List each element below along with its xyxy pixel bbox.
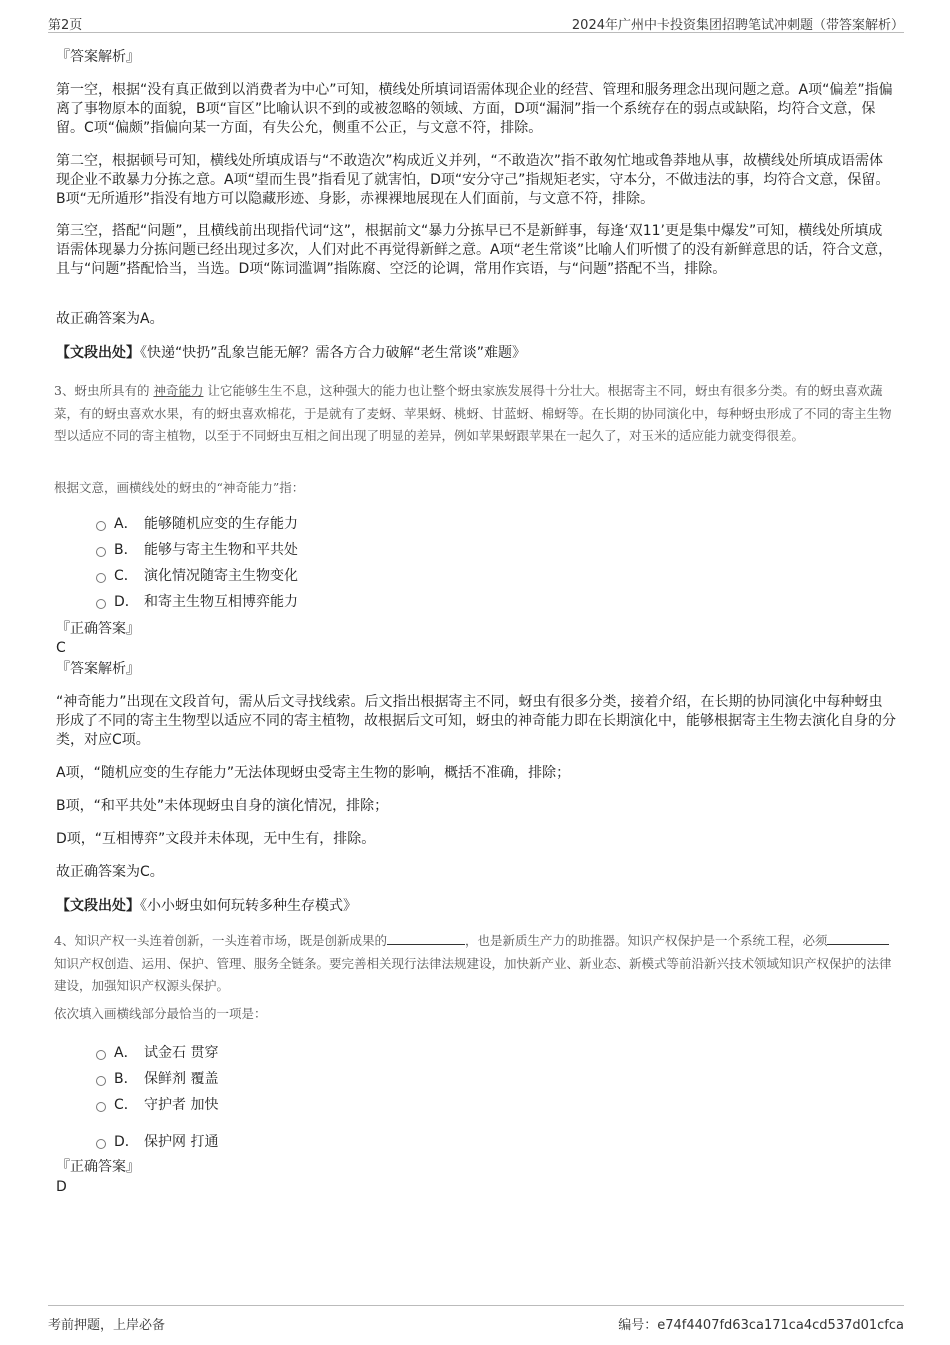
q3-conclusion: 故正确答案为C。	[56, 864, 164, 880]
document-title: 2024年广州中卡投资集团招聘笔试冲刺题（带答案解析）	[571, 18, 904, 33]
q3-source-text: 《小小蚜虫如何玩转多种生存模式》	[140, 898, 357, 914]
q4-blank-2	[827, 944, 889, 945]
q3-option-b[interactable]	[96, 539, 298, 559]
page-footer	[48, 1305, 904, 1332]
option-key: A．	[114, 516, 138, 532]
q3-option-d[interactable]	[96, 591, 298, 611]
option-text: 守护者 加快	[144, 1097, 219, 1113]
footer-slogan: 考前押题，上岸必备	[48, 1318, 166, 1333]
page-header	[48, 12, 904, 33]
option-key: B．	[114, 542, 138, 558]
radio-icon[interactable]	[96, 521, 106, 531]
q3-note-d: D项，“互相博弈”文段并未体现，无中生有，排除。	[56, 831, 376, 847]
option-text: 试金石 贯穿	[144, 1045, 219, 1061]
q4-stem-part3: 知识产权创造、运用、保护、管理、服务全链条。要完善相关现行法律法规建设，加快新产业、新业态、新模式等前沿新兴技术领域知识产权保护的法律建设，加强知识产权源头保护。	[54, 955, 892, 993]
radio-icon[interactable]	[96, 573, 106, 583]
q4-number: 4、	[54, 933, 75, 948]
radio-icon[interactable]	[96, 1050, 106, 1060]
radio-icon[interactable]	[96, 1076, 106, 1086]
radio-icon[interactable]	[96, 547, 106, 557]
q3-answer: C	[56, 640, 66, 656]
q3-stem-before: 蚜虫所具有的	[74, 383, 150, 398]
q4-answer-heading: 『正确答案』	[56, 1159, 140, 1175]
q3-stem-underlined: 神奇能力	[153, 383, 204, 398]
option-key: C．	[114, 568, 138, 584]
q2-analysis-para1: 第一空，根据“没有真正做到以消费者为中心”可知，横线处所填词语需体现企业的经营、管理和服务理念出现问题之意。A项“偏差”指偏离了事物原本的面貌，B项“盲区”比喻认识不到的或被忽略的领域、方面，D项“漏洞”指一个系统存在的弱点或缺陷，均符合文意，保留。C项“偏颇”指偏向某一方面，有失公允，侧重不公正，与文意不符，排除。	[56, 82, 893, 136]
q4-option-c[interactable]	[96, 1094, 218, 1114]
q4-stem	[54, 930, 899, 998]
q4-option-a[interactable]	[96, 1042, 218, 1062]
q3-note-b: B项，“和平共处”未体现蚜虫自身的演化情况，排除；	[56, 798, 389, 814]
option-text: 保鲜剂 覆盖	[144, 1071, 219, 1087]
q3-stem-after: 让它能够生生不息，这种强大的能力也让整个蚜虫家族发展得十分壮大。根据寄主不同，蚜虫有很多分类。有的蚜虫喜欢蔬菜，有的蚜虫喜欢水果，有的蚜虫喜欢棉花，于是就有了麦蚜、苹果蚜、桃蚜、甘蓝蚜、棉蚜等。在长期的协同演化中，每种蚜虫形成了不同的寄主生物型以适应不同的寄主植物，以至于不同蚜虫互相之间出现了明显的差异，例如苹果蚜跟苹果在一起久了，对玉米的适应能力就变得很差。	[54, 383, 892, 443]
q4-option-b[interactable]	[96, 1068, 218, 1088]
option-text: 能够与寄主生物和平共处	[144, 542, 298, 558]
q2-source-label: 【文段出处】	[56, 345, 140, 361]
q4-blank-1	[387, 944, 465, 945]
q3-source-label: 【文段出处】	[56, 898, 140, 914]
option-key: B．	[114, 1071, 138, 1087]
option-text: 能够随机应变的生存能力	[144, 516, 298, 532]
q4-stem-part1: 知识产权一头连着创新，一头连着市场，既是创新成果的	[74, 933, 387, 948]
option-key: C．	[114, 1097, 138, 1113]
q2-analysis-para3: 第三空，搭配“问题”，且横线前出现指代词“这”，根据前文“暴力分拣早已不是新鲜事，每逢‘双11’更是集中爆发”可知，横线处所填成语需体现暴力分拣问题已经出现过多次，人们对此不再觉得新鲜之意。A项“老生常谈”比喻人们听惯了的没有新鲜意思的话，符合文意，且与“问题”搭配恰当，当选。D项“陈词滥调”指陈腐、空泛的论调，常用作宾语，与“问题”搭配不当，排除。	[56, 223, 893, 277]
q2-conclusion: 故正确答案为A。	[56, 311, 164, 327]
q3-analysis: “神奇能力”出现在文段首句，需从后文寻找线索。后文指出根据寄主不同，蚜虫有很多分类，接着介绍，在长期的协同演化中每种蚜虫形成了不同的寄主生物型以适应不同的寄主植物，故根据后文可知，蚜虫的神奇能力即在长期演化中，能够根据寄主生物去演化自身的分类，对应C项。	[56, 694, 896, 748]
option-key: D．	[114, 594, 139, 610]
q2-analysis-para2: 第二空，根据顿号可知，横线处所填成语与“不敢造次”构成近义并列，“不敢造次”指不敢匆忙地或鲁莽地从事，故横线处所填成语需体现企业不敢暴力分拣之意。A项“望而生畏”指看见了就害怕，D项“安分守己”指规矩老实，守本分，不做违法的事，均符合文意，保留。B项“无所遁形”指没有地方可以隐藏形迹、身影，赤裸裸地展现在人们面前，与文意不符，排除。	[56, 153, 890, 207]
q3-option-c[interactable]	[96, 565, 298, 585]
q3-answer-heading: 『正确答案』	[56, 621, 140, 637]
q2-analysis-heading: 『答案解析』	[56, 49, 140, 65]
option-key: D．	[114, 1134, 139, 1150]
radio-icon[interactable]	[96, 1102, 106, 1112]
q3-analysis-heading: 『答案解析』	[56, 661, 140, 677]
q3-stem	[54, 380, 899, 448]
page-number: 第2页	[48, 18, 83, 33]
q3-note-a: A项，“随机应变的生存能力”无法体现蚜虫受寄主生物的影响，概括不准确，排除；	[56, 765, 571, 781]
radio-icon[interactable]	[96, 1139, 106, 1149]
q2-source-text: 《快递“快扔”乱象岂能无解？需各方合力破解“老生常谈”难题》	[140, 345, 527, 361]
q4-stem-part2: ，也是新质生产力的助推器。知识产权保护是一个系统工程，必须	[464, 933, 828, 948]
q3-number: 3、	[54, 383, 75, 398]
option-text: 演化情况随寄主生物变化	[144, 568, 298, 584]
q3-question: 根据文意，画横线处的蚜虫的“神奇能力”指：	[54, 480, 305, 495]
q4-question: 依次填入画横线部分最恰当的一项是：	[54, 1006, 267, 1021]
q3-option-a[interactable]	[96, 513, 298, 533]
option-key: A．	[114, 1045, 138, 1061]
q4-option-d[interactable]	[96, 1131, 218, 1151]
radio-icon[interactable]	[96, 599, 106, 609]
option-text: 保护网 打通	[144, 1134, 219, 1150]
q2-source	[56, 344, 896, 363]
footer-code: 编号：e74f4407fd63ca171ca4cd537d01cfca	[618, 1318, 904, 1333]
q3-source	[56, 897, 896, 916]
option-text: 和寄主生物互相博弈能力	[144, 594, 298, 610]
q4-answer: D	[56, 1179, 67, 1195]
